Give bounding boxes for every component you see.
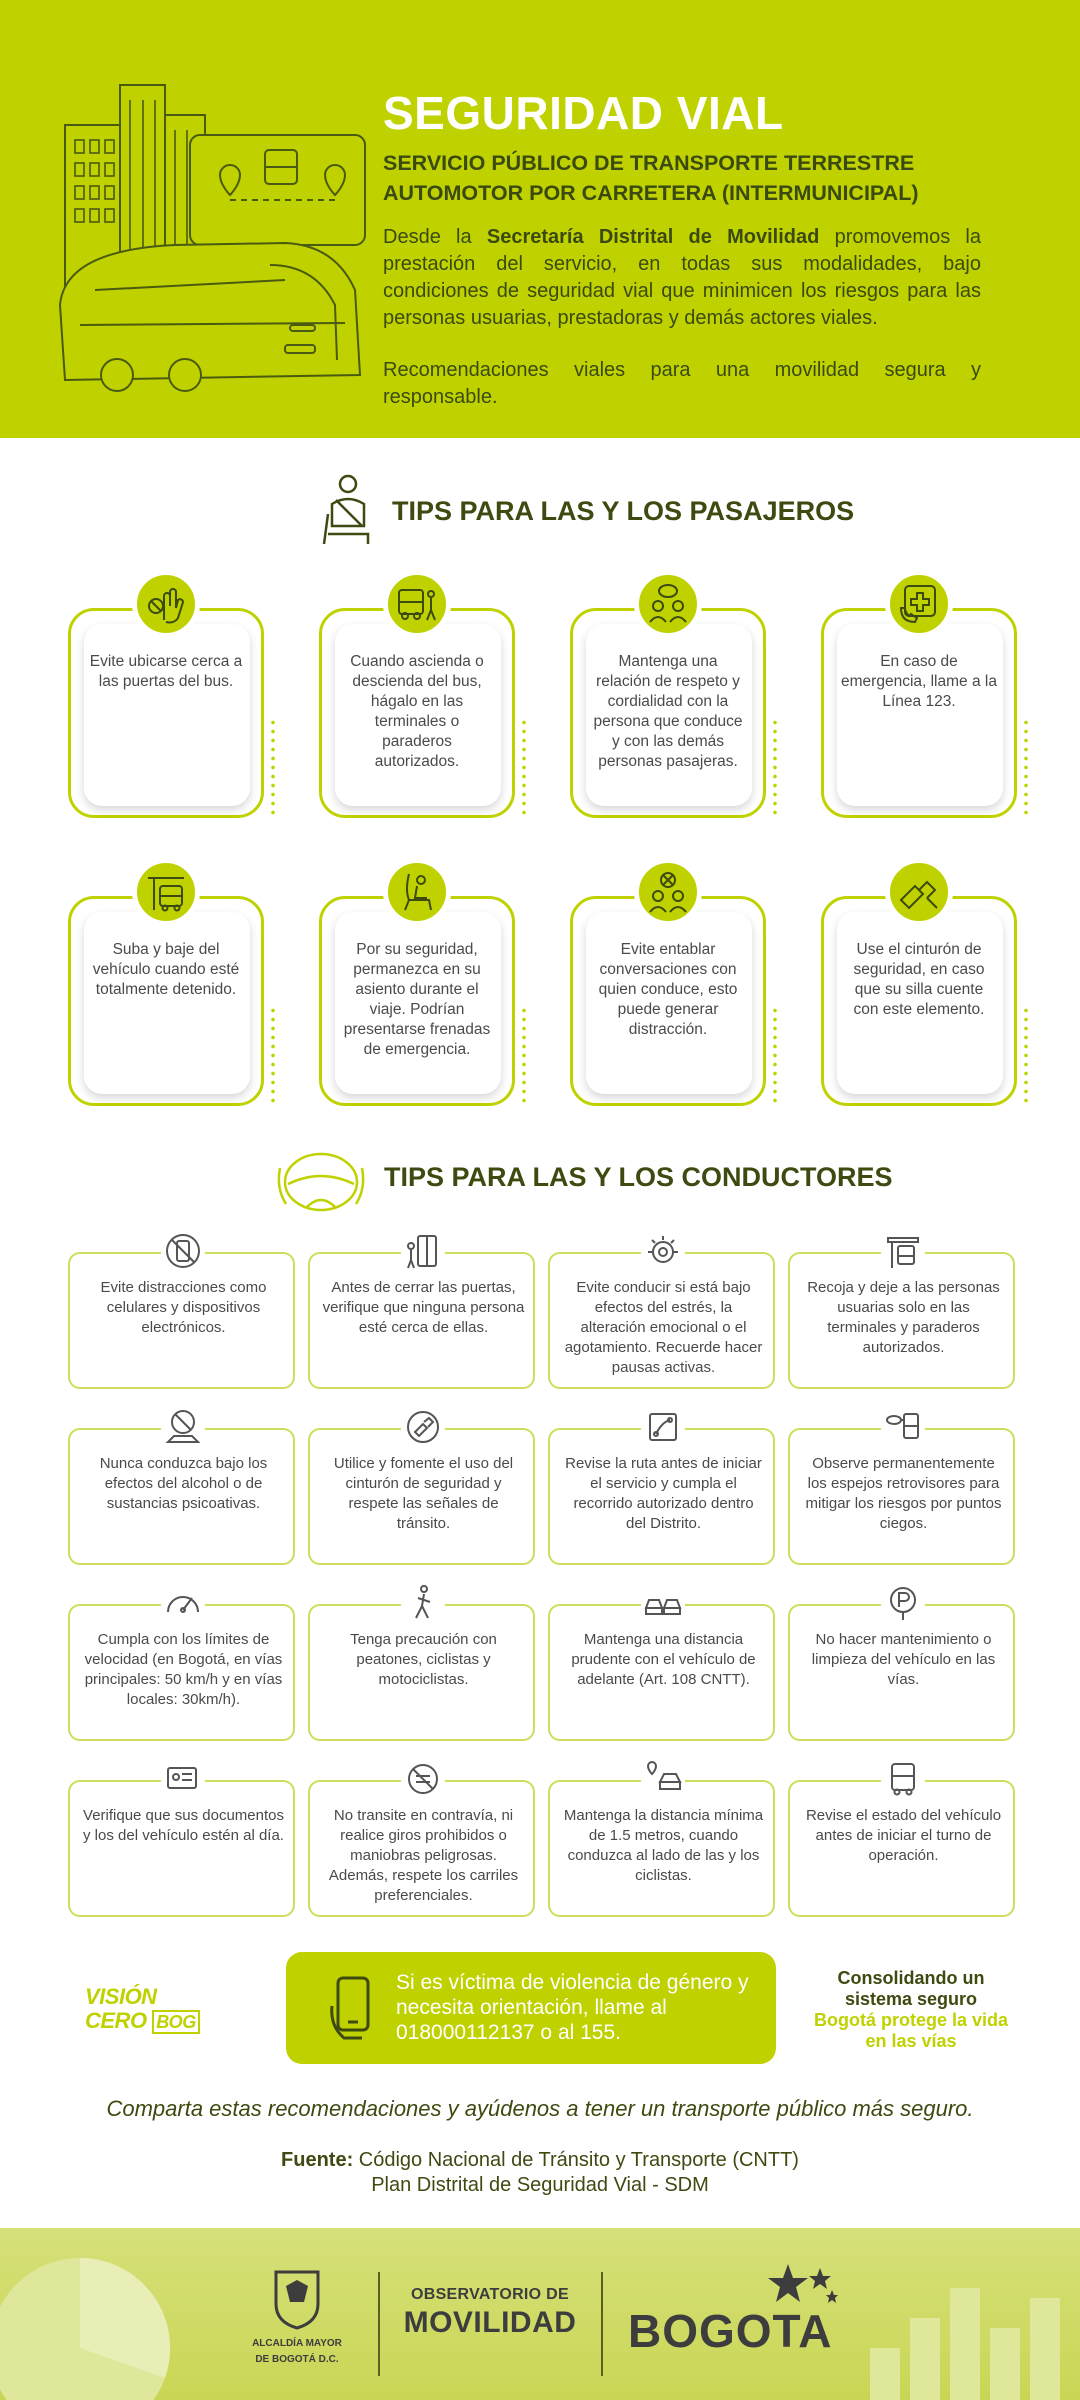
mirror-icon	[881, 1406, 925, 1448]
alcaldia-line-1: ALCALDÍA MAYOR	[252, 2338, 342, 2349]
passenger-seatbelt-icon	[318, 474, 372, 548]
passenger-tip-card	[319, 896, 515, 1106]
driver-tip-card	[68, 1780, 295, 1917]
door-check-icon	[401, 1230, 445, 1272]
footer-divider	[601, 2272, 603, 2376]
vision-line-2	[85, 2009, 245, 2034]
drivers-section-title: TIPS PARA LAS Y LOS CONDUCTORES	[384, 1162, 893, 1192]
people-talk-icon	[634, 570, 702, 638]
tip-text: No hacer mantenimiento o limpieza del vehículo en las vías.	[811, 1631, 996, 1688]
footer	[0, 2228, 1080, 2400]
tip-text: Suba y baje del vehículo cuando esté totalmente detenido.	[92, 941, 240, 998]
driver-tip-card	[68, 1604, 295, 1741]
driver-tip-card	[788, 1252, 1015, 1389]
cyclist-distance-icon	[641, 1758, 685, 1800]
driver-tip-card	[548, 1252, 775, 1389]
hand-stop-icon	[132, 570, 200, 638]
no-talk-icon	[634, 858, 702, 926]
tip-text: Nunca conduzca bajo los efectos del alcohol o de sustancias psicoativas.	[99, 1455, 268, 1512]
tip-text: Mantenga una distancia prudente con el vehículo de adelante (Art. 108 CNTT).	[571, 1631, 756, 1688]
speedometer-icon	[161, 1582, 205, 1624]
vision-bog-text: BOG	[152, 2010, 200, 2034]
decorative-bars-graphic	[860, 2268, 1080, 2400]
observatorio-logo	[400, 2286, 580, 2340]
driver-tip-card	[548, 1428, 775, 1565]
obs-line-2: MOVILIDAD	[403, 2306, 577, 2339]
no-alcohol-icon	[161, 1406, 205, 1448]
page-title: SEGURIDAD VIAL	[383, 87, 784, 139]
tip-text: Evite distracciones como celulares y dispositivos electrónicos.	[100, 1279, 267, 1336]
tip-text: Mantenga la distancia mínima de 1.5 metros, cuando conduzca al lado de las y los ciclistas.	[563, 1807, 764, 1884]
phone-hand-icon	[330, 1976, 378, 2042]
dotted-line	[521, 1006, 527, 1104]
consol-line-2: Bogotá protege la vida en las vías	[813, 2010, 1009, 2051]
driver-tip-card	[308, 1604, 535, 1741]
tip-text: Use el cinturón de seguridad, en caso que su silla cuente con este elemento.	[853, 941, 985, 1018]
passenger-tip-card	[68, 608, 264, 818]
tip-text: Tenga precaución con peatones, ciclistas y motociclistas.	[350, 1631, 497, 1688]
bus-stop-icon	[383, 570, 451, 638]
source-line-2: Plan Distrital de Seguridad Vial - SDM	[371, 2174, 709, 2196]
tip-text: Observe permanentemente los espejos retrovisores para mitigar los riesgos por puntos ciegos.	[805, 1455, 1002, 1532]
passenger-tip-card	[570, 896, 766, 1106]
bogota-logo-text: BOGOTA	[628, 2305, 833, 2357]
emergency-phone-icon	[885, 570, 953, 638]
driver-tip-card	[788, 1780, 1015, 1917]
vision-line-1: VISIÓN	[85, 1984, 157, 2009]
tip-text: En caso de emergencia, llame a la Línea 123.	[841, 653, 997, 710]
driver-tip-card	[308, 1252, 535, 1389]
tip-text: Utilice y fomente el uso del cinturón de seguridad y respete las señales de tránsito.	[333, 1455, 514, 1532]
decorative-pie-graphic	[0, 2238, 200, 2400]
vision-cero-text: CERO	[85, 2008, 147, 2033]
driver-tip-card	[68, 1428, 295, 1565]
source-block	[0, 2148, 1080, 2198]
dotted-line	[772, 718, 778, 816]
driver-tip-card	[788, 1428, 1015, 1565]
tip-text: Revise la ruta antes de iniciar el servicio y cumpla el recorrido autorizado dentro del Distrito.	[565, 1455, 762, 1532]
callout-text: Si es víctima de violencia de género y necesita orientación, llame al 018000112137 o al 155.	[396, 1971, 749, 2044]
intro-after: promovemos la prestación del servicio, en todas sus modalidades, bajo condiciones de seguridad vial que minimicen los riesgos para las personas usuarias, prestadoras y demás actores viales.	[383, 226, 982, 329]
helpline-callout	[286, 1952, 776, 2064]
subtitle-line-1: SERVICIO PÚBLICO DE TRANSPORTE TERRESTRE	[383, 151, 915, 175]
source-line-1	[0, 2148, 1080, 2173]
driver-tip-card	[788, 1604, 1015, 1741]
obs-line-1: OBSERVATORIO DE	[410, 2286, 569, 2303]
tip-text: Mantenga una relación de respeto y cordialidad con la persona que conduce y con las demás personas pasajeras.	[593, 653, 743, 770]
seatbelt-icon	[885, 858, 953, 926]
alcaldia-line-2: DE BOGOTÁ D.C.	[255, 2354, 339, 2365]
driver-tip-card	[548, 1780, 775, 1917]
route-map-icon	[641, 1406, 685, 1448]
driver-tip-card	[548, 1604, 775, 1741]
page-subtitle	[383, 148, 981, 208]
tip-text: Antes de cerrar las puertas, verifique que ninguna persona esté cerca de ellas.	[322, 1279, 525, 1336]
passenger-tip-card	[319, 608, 515, 818]
vision-cero-logo	[85, 1985, 245, 2039]
tip-text: Evite conducir si está bajo efectos del estrés, la alteración emocional o el agotamiento. Recuerde hacer pausas activas.	[564, 1279, 763, 1376]
bogota-shield-icon	[270, 2268, 324, 2330]
pedestrian-icon	[401, 1582, 445, 1624]
header-banner	[0, 0, 1080, 438]
passenger-tip-card	[570, 608, 766, 818]
passenger-tip-card	[68, 896, 264, 1106]
share-message: Comparta estas recomendaciones y ayúdenos a tener un transporte público más seguro.	[106, 2096, 974, 2121]
tip-text: Verifique que sus documentos y los del vehículo estén al día.	[83, 1807, 284, 1844]
car-distance-icon	[641, 1582, 685, 1624]
intro-paragraph	[383, 224, 981, 332]
tip-text: Revise el estado del vehículo antes de iniciar el turno de operación.	[805, 1807, 1002, 1864]
no-wrong-way-icon	[401, 1758, 445, 1800]
dotted-line	[1023, 718, 1029, 816]
intro-before: Desde la	[383, 226, 487, 248]
tip-text: Por su seguridad, permanezca en su asiento durante el viaje. Podrían presentarse frenadas de emergencia.	[343, 941, 491, 1058]
city-bus-illustration	[55, 75, 375, 405]
dotted-line	[270, 718, 276, 816]
passengers-section-title: TIPS PARA LAS Y LOS PASAJEROS	[392, 496, 855, 526]
intro-bold: Secretaría Distrital de Movilidad	[486, 226, 820, 248]
bus-check-icon	[881, 1758, 925, 1800]
source-cntt: Código Nacional de Tránsito y Transporte (CNTT)	[353, 2149, 799, 2171]
dotted-line	[1023, 1006, 1029, 1104]
driver-tip-card	[308, 1780, 535, 1917]
tip-text: Cuando ascienda o descienda del bus, hágalo en las terminales o paraderos autorizados.	[350, 653, 484, 770]
subtitle-line-2: AUTOMOTOR POR CARRETERA (INTERMUNICIPAL)	[383, 181, 919, 205]
dotted-line	[270, 1006, 276, 1104]
no-parking-icon	[881, 1582, 925, 1624]
tip-text: Evite ubicarse cerca a las puertas del bus.	[89, 653, 243, 690]
header-text-block	[383, 88, 981, 411]
driver-tip-card	[68, 1252, 295, 1389]
driver-tip-card	[308, 1428, 535, 1565]
consol-line-1: Consolidando un sistema seguro	[837, 1968, 985, 2009]
documents-icon	[161, 1758, 205, 1800]
terminal-icon	[881, 1230, 925, 1272]
footer-divider	[378, 2272, 380, 2376]
star-icon	[768, 2262, 838, 2312]
consolidando-block	[806, 1968, 1016, 2052]
tip-text: Cumpla con los límites de velocidad (en Bogotá, en vías principales: 50 km/h y en vías locales: 30km/h).	[84, 1631, 283, 1708]
source-label: Fuente:	[281, 2149, 354, 2171]
bus-shelter-icon	[132, 858, 200, 926]
dotted-line	[772, 1006, 778, 1104]
passenger-tip-card	[821, 608, 1017, 818]
recommend-paragraph: Recomendaciones viales para una movilidad segura y responsable.	[383, 359, 981, 408]
seat-icon	[383, 858, 451, 926]
no-phone-icon	[161, 1230, 205, 1272]
steering-wheel-icon	[276, 1148, 366, 1216]
stress-icon	[641, 1230, 685, 1272]
alcaldia-logo	[242, 2268, 352, 2366]
seatbelt-sign-icon	[401, 1406, 445, 1448]
passenger-tip-card	[821, 896, 1017, 1106]
tip-text: No transite en contravía, ni realice giros prohibidos o maniobras peligrosas. Además, respete los carriles preferenciales.	[328, 1807, 519, 1904]
tip-text: Evite entablar conversaciones con quien conduce, esto puede generar distracción.	[598, 941, 738, 1038]
dotted-line	[521, 718, 527, 816]
tip-text: Recoja y deje a las personas usuarias solo en las terminales y paraderos autorizados.	[807, 1279, 1000, 1356]
